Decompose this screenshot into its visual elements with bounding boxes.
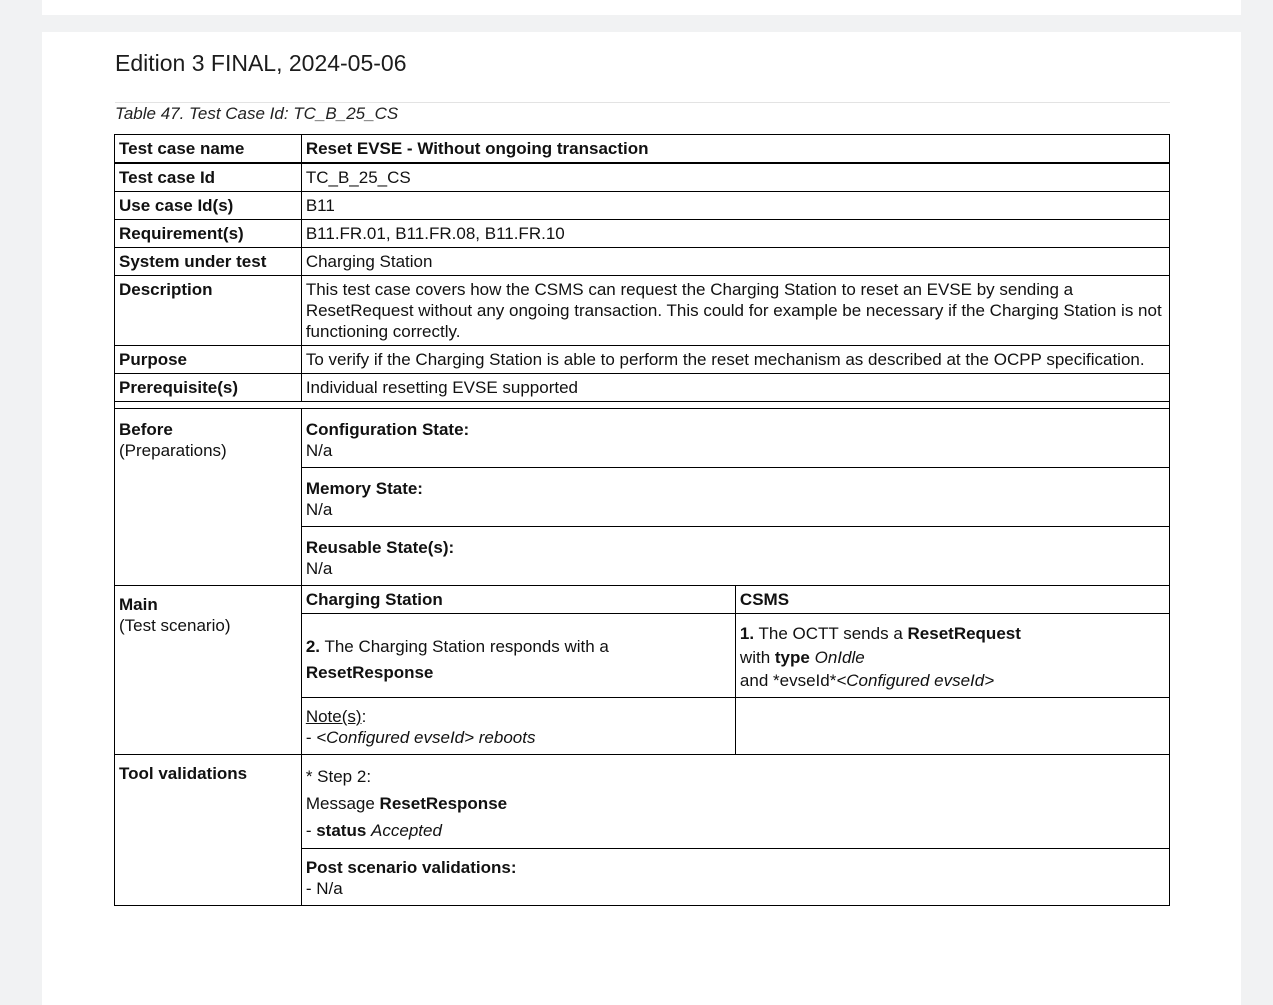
- tool-validations-dash: -: [305, 821, 317, 840]
- test-case-name-value: Reset EVSE - Without ongoing transaction: [301, 135, 1169, 164]
- row-purpose: [115, 346, 1170, 374]
- edition-header: Edition 3 FINAL, 2024-05-06: [115, 50, 407, 76]
- step-1-type-label: type: [774, 648, 810, 667]
- row-tool-validations: [115, 755, 1170, 849]
- notes-cell: [301, 698, 735, 755]
- row-use-case-ids: [115, 192, 1170, 220]
- notes-text: <Configured evseId> reboots: [316, 728, 536, 747]
- section-spacer: [115, 402, 1170, 409]
- document-page: [42, 32, 1241, 1005]
- configuration-state-cell: [301, 409, 1169, 468]
- step-1-with: with: [739, 648, 771, 667]
- step-1-cell: [735, 614, 1169, 698]
- use-case-ids-value: B11: [301, 192, 1169, 220]
- tool-validations-message-label: Message: [305, 794, 375, 813]
- row-system-under-test: [115, 248, 1170, 276]
- configuration-state-title: Configuration State:: [305, 420, 470, 439]
- requirements-value: B11.FR.01, B11.FR.08, B11.FR.10: [301, 220, 1169, 248]
- memory-state-title: Memory State:: [305, 479, 423, 498]
- step-1-text: The OCTT sends a: [758, 624, 903, 643]
- tool-validations-message-value: ResetResponse: [379, 794, 508, 813]
- memory-state-value: N/a: [305, 500, 333, 519]
- row-test-case-name: [115, 135, 1170, 164]
- tool-validations-label: Tool validations: [115, 755, 302, 906]
- description-label: Description: [115, 276, 302, 346]
- step-1-message: ResetRequest: [907, 624, 1021, 643]
- post-scenario-title: Post scenario validations:: [305, 858, 517, 877]
- post-scenario-value: - N/a: [305, 879, 343, 898]
- row-description: [115, 276, 1170, 346]
- step-1-number: 1.: [739, 624, 755, 643]
- main-label: Main: [119, 595, 158, 614]
- post-scenario-cell: [301, 849, 1169, 906]
- charging-station-column-header: Charging Station: [301, 586, 735, 614]
- main-label-cell: [115, 586, 302, 755]
- row-requirements: [115, 220, 1170, 248]
- header-divider: [115, 102, 1170, 103]
- notes-title: Note(s): [305, 707, 362, 726]
- purpose-label: Purpose: [115, 346, 302, 374]
- spacer-cell: [115, 402, 1170, 409]
- system-under-test-value: Charging Station: [301, 248, 1169, 276]
- csms-column-header: CSMS: [735, 586, 1169, 614]
- test-case-id-value: TC_B_25_CS: [301, 163, 1169, 192]
- step-2-number: 2.: [305, 637, 321, 656]
- test-case-id-label: Test case Id: [115, 163, 302, 192]
- reusable-state-value: N/a: [305, 559, 333, 578]
- previous-page-edge: [42, 0, 1241, 15]
- requirements-label: Requirement(s): [115, 220, 302, 248]
- memory-state-cell: [301, 468, 1169, 527]
- configuration-state-value: N/a: [305, 441, 333, 460]
- description-value: This test case covers how the CSMS can request the Charging Station to reset an EVSE by sending a ResetRequest without any ongoing transaction. This could for example be necessary if the Charging Station is not functioning correctly.: [301, 276, 1169, 346]
- reusable-state-title: Reusable State(s):: [305, 538, 455, 557]
- table-caption: Table 47. Test Case Id: TC_B_25_CS: [115, 104, 399, 123]
- step-1-type-value: OnIdle: [814, 648, 865, 667]
- step-2-cell: [301, 614, 735, 698]
- step-1-and-evseid: and *evseId*: [739, 671, 837, 690]
- step-1-evseid-value: <Configured evseId>: [836, 671, 995, 690]
- notes-colon: :: [361, 707, 367, 726]
- tool-validations-status-value: Accepted: [371, 821, 442, 840]
- main-sublabel: (Test scenario): [119, 616, 231, 635]
- row-before-configuration: [115, 409, 1170, 468]
- before-label-cell: [115, 409, 302, 586]
- test-case-name-label: Test case name: [115, 135, 302, 164]
- notes-dash: -: [305, 728, 317, 747]
- tool-validations-status-label: status: [316, 821, 367, 840]
- test-case-table: [114, 134, 1170, 906]
- prerequisites-value: Individual resetting EVSE supported: [301, 374, 1169, 402]
- system-under-test-label: System under test: [115, 248, 302, 276]
- tool-validations-cell: [301, 755, 1169, 849]
- row-prerequisites: [115, 374, 1170, 402]
- before-label: Before: [119, 420, 173, 439]
- csms-notes-empty-cell: [735, 698, 1169, 755]
- before-sublabel: (Preparations): [119, 441, 227, 460]
- row-main-header: [115, 586, 1170, 614]
- tool-validations-step: * Step 2:: [305, 767, 372, 786]
- step-2-message: ResetResponse: [305, 663, 434, 682]
- prerequisites-label: Prerequisite(s): [115, 374, 302, 402]
- row-test-case-id: [115, 163, 1170, 192]
- purpose-value: To verify if the Charging Station is able to perform the reset mechanism as described at the OCPP specification.: [301, 346, 1169, 374]
- reusable-state-cell: [301, 527, 1169, 586]
- step-2-text: The Charging Station responds with a: [324, 637, 609, 656]
- use-case-ids-label: Use case Id(s): [115, 192, 302, 220]
